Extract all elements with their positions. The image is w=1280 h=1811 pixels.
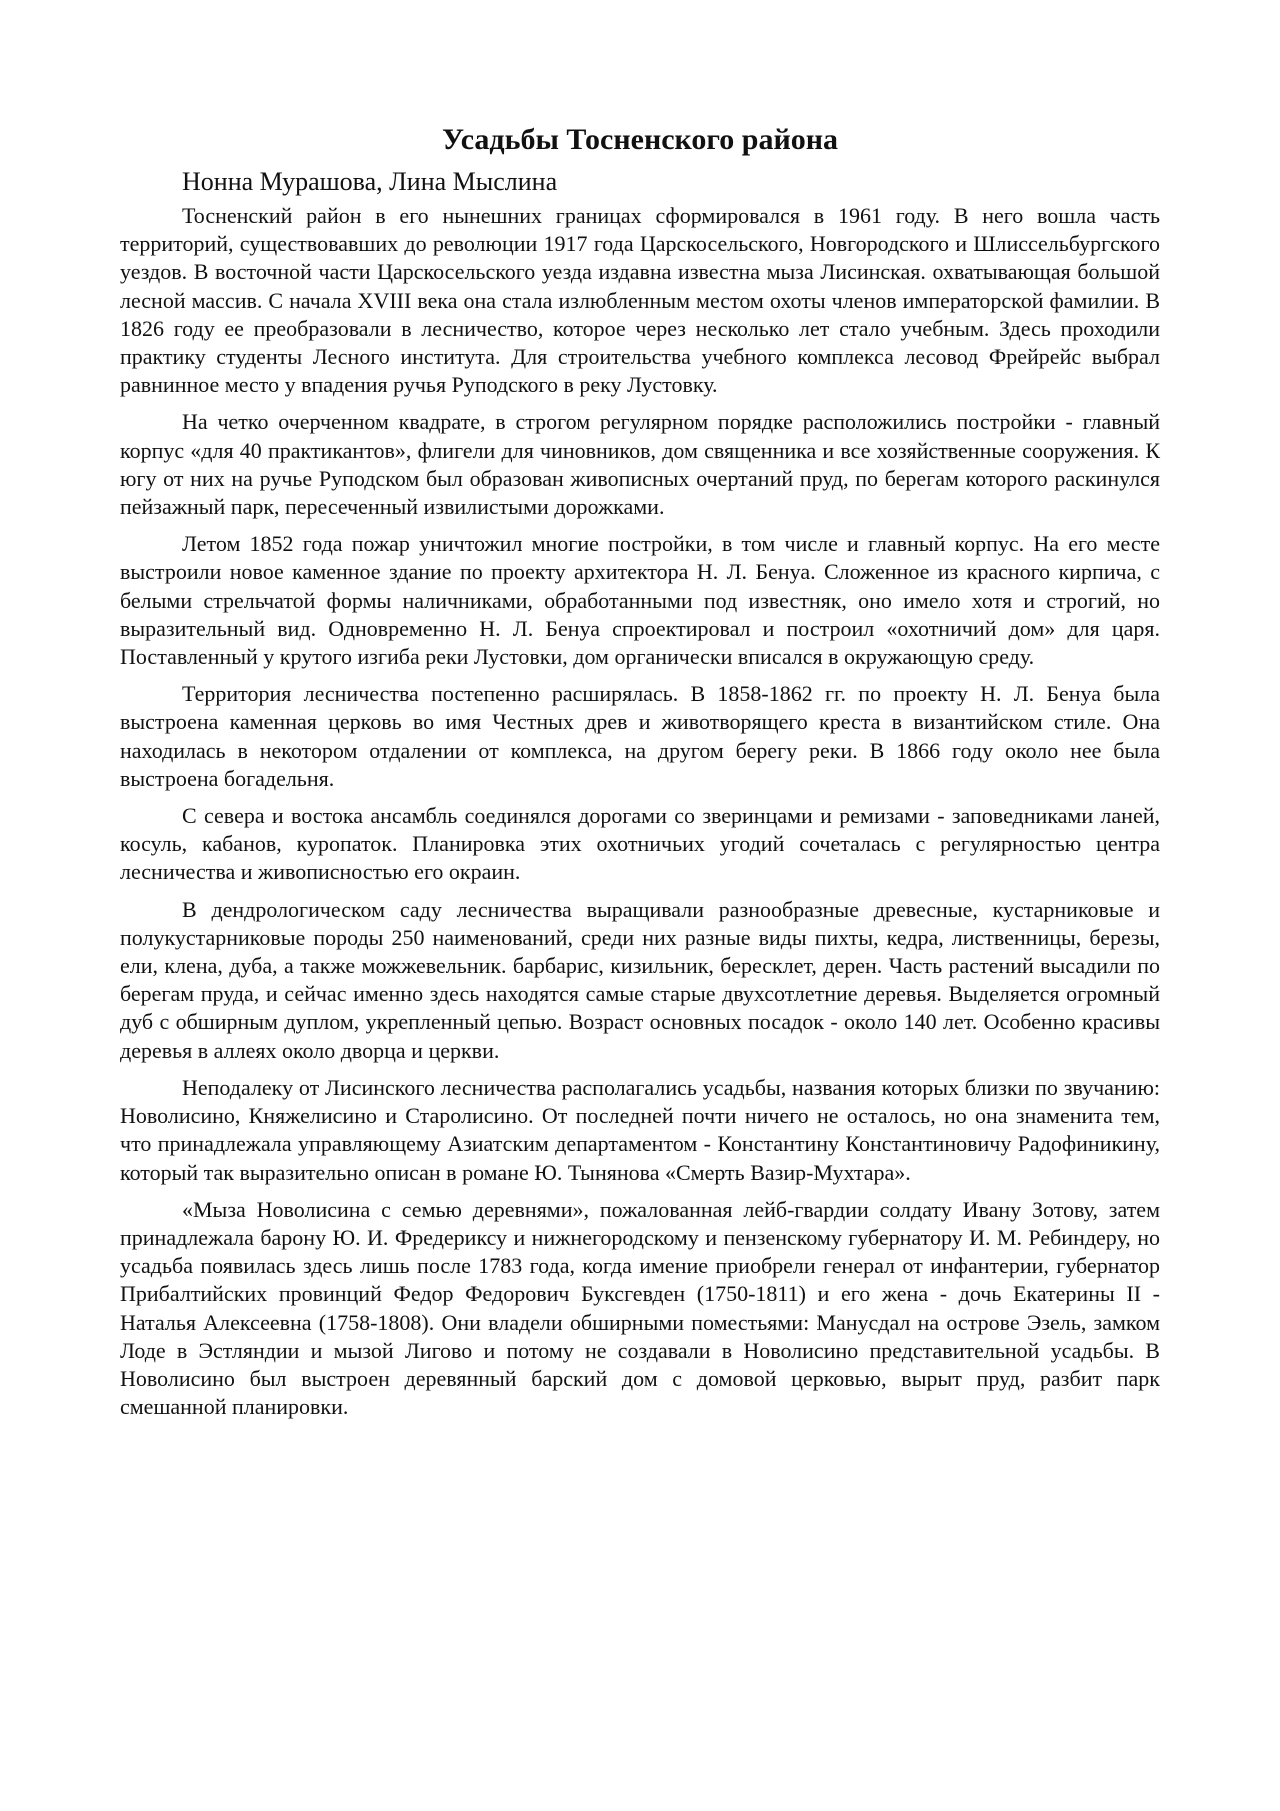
- paragraph: Летом 1852 года пожар уничтожил многие постройки, в том числе и главный корпус. На его месте выстроили новое каменное здание по проекту архитектора Н. Л. Бенуа. Сложенное из красного кирпича, с белыми стрельчатой формы наличниками, обработанными под известняк, оно имело хотя и строгий, но выразительный вид. Одновременно Н. Л. Бенуа спроектировал и построил «охотничий дом» для царя. Поставленный у крутого изгиба реки Лустовки, дом органически вписался в окружающую среду.: [120, 531, 1160, 670]
- paragraph: В дендрологическом саду лесничества выращивали разнообразные древесные, кустарниковые и полукустарниковые породы 250 наименований, среди них разные виды пихты, кедра, лиственницы, березы, ели, клена, дуба, а также можжевельник. барбарис, кизильник, бересклет, дерен. Часть растений высадили по берегам пруда, и сейчас именно здесь находятся самые старые двухсотлетние деревья. Выделяется огромный дуб с обширным дуплом, укрепленный цепью. Возраст основных посадок - около 140 лет. Особенно красивы деревья в аллеях около дворца и церкви.: [120, 896, 1160, 1063]
- paragraph: Неподалеку от Лисинского лесничества располагались усадьбы, названия которых близки по звучанию: Новолисино, Княжелисино и Старолисино. От последней почти ничего не осталось, но она знаменита тем, что принадлежала управляющему Азиатским департаментом - Константину Константиновичу Радофиникину, который так выразительно описан в романе Ю. Тынянова «Смерть Вазир-Мухтара».: [120, 1074, 1160, 1185]
- paragraph: На четко очерченном квадрате, в строгом регулярном порядке расположились постройки - главный корпус «для 40 практикантов», флигели для чиновников, дом священника и все хозяйственные сооружения. К югу от них на ручье Руподском был образован живописных очертаний пруд, по берегам которого раскинулся пейзажный парк, пересеченный извилистыми дорожками.: [120, 409, 1160, 520]
- paragraph: Территория лесничества постепенно расширялась. В 1858-1862 гг. по проекту Н. Л. Бенуа была выстроена каменная церковь во имя Честных древ и животворящего креста в византийском стиле. Она находилась в некотором отдалении от комплекса, на другом берегу реки. В 1866 году около нее была выстроена богадельня.: [120, 681, 1160, 791]
- document-authors: Нонна Мурашова, Лина Мыслина: [182, 167, 558, 196]
- document-body: [120, 202, 1160, 1421]
- document-title: Усадьбы Тосненского района: [441, 123, 839, 156]
- paragraph: «Мыза Новолисина с семью деревнями», пожалованная лейб-гвардии солдату Ивану Зотову, затем принадлежала барону Ю. И. Фредериксу и нижнегородскому и пензенскому губернатору И. М. Ребиндеру, но усадьба появилась здесь лишь после 1783 года, когда имение приобрели генерал от инфантерии, губернатор Прибалтийских провинций Федор Федорович Буксгевден (1750-1811) и его жена - дочь Екатерины II - Наталья Алексеевна (1758-1808). Они владели обширными поместьями: Манусдал на острове Эзель, замком Лоде в Эстляндии и мызой Лигово и потому не создавали в Новолисино представительной усадьбы. В Новолисино был выстроен деревянный барский дом с домовой церковью, вырыт пруд, разбит парк смешанной планировки.: [120, 1196, 1160, 1420]
- paragraph: Тосненский район в его нынешних границах сформировался в 1961 году. В него вошла часть территорий, существовавших до революции 1917 года Царскосельского, Новгородского и Шлиссельбургского уездов. В восточной части Царскосельского уезда издавна известна мыза Лисинская. охватывающая большой лесной массив. С начала XVIII века она стала излюбленным местом охоты членов императорской фамилии. В 1826 году ее преобразовали в лесничество, которое через несколько лет стало учебным. Здесь проходили практику студенты Лесного института. Для строительства учебного комплекса лесовод Фрейрейс выбрал равнинное место у впадения ручья Руподского в реку Лустовку.: [120, 203, 1160, 398]
- paragraph: С севера и востока ансамбль соединялся дорогами со зверинцами и ремизами - заповедниками ланей, косуль, кабанов, куропаток. Планировка этих охотничьих угодий сочеталась с регулярностью центра лесничества и живописностью его окраин.: [120, 803, 1160, 885]
- document-content: [120, 118, 1160, 1430]
